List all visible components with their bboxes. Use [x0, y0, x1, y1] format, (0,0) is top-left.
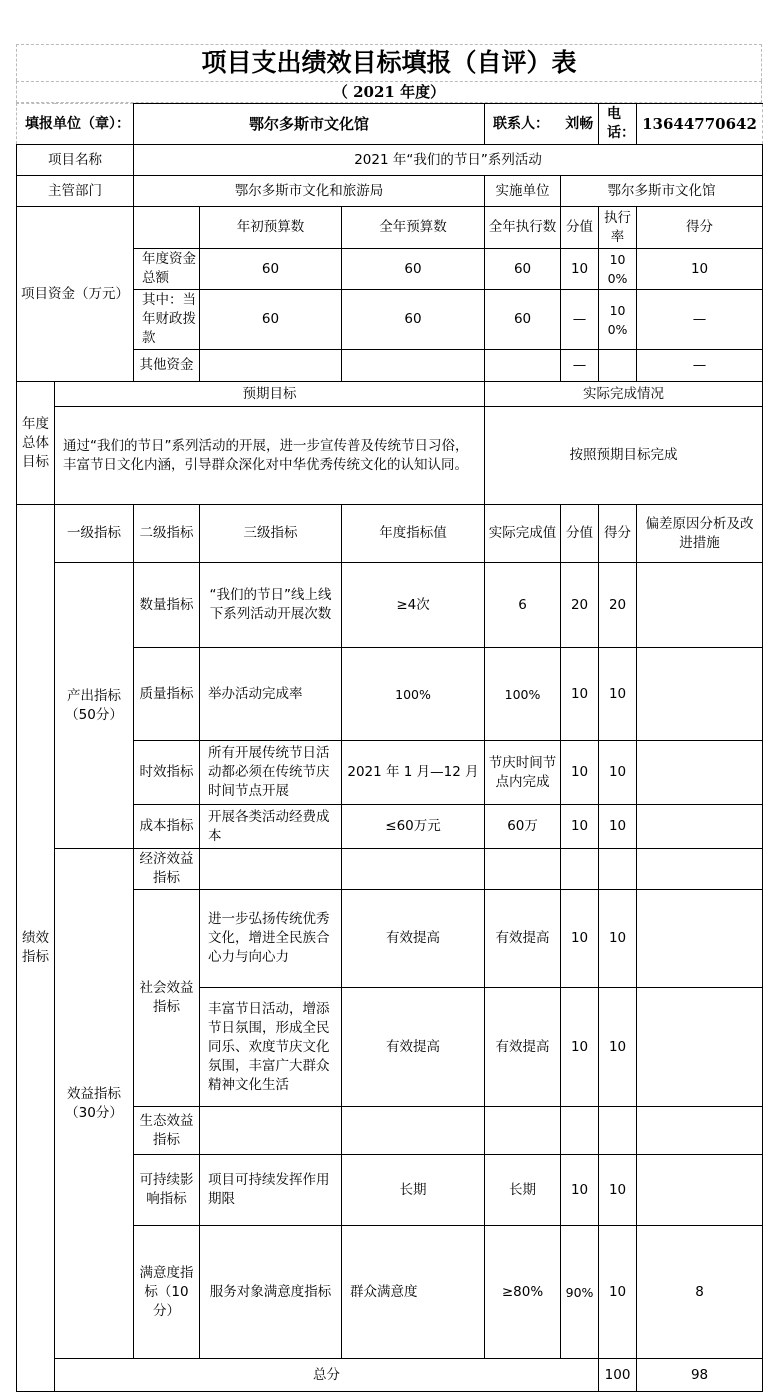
indicator-actual: 6 — [485, 563, 561, 648]
funds-header-score-value: 分值 — [561, 207, 599, 249]
indicator-header: 分值 — [561, 505, 599, 563]
indicator-actual: 100% — [485, 648, 561, 741]
project-name-value: 2021 年“我们的节日”系列活动 — [134, 145, 763, 176]
form-year: （ 2021 年度） — [16, 81, 762, 103]
indicator-header: 三级指标 — [200, 505, 342, 563]
funds-cell — [599, 350, 637, 382]
impl-label: 实施单位 — [485, 176, 561, 207]
funds-cell: — — [637, 350, 763, 382]
indicator-actual: 有效提高 — [485, 988, 561, 1107]
funds-row-name: 其中：当年财政拨款 — [134, 290, 200, 350]
indicator-row — [17, 849, 763, 890]
indicator-header: 一级指标 — [55, 505, 134, 563]
indicator-deviation — [637, 563, 763, 648]
indicator-l2: 服务对象满意度指标 — [200, 1226, 342, 1359]
indicator-l3: 项目可持续发挥作用期限 — [200, 1155, 342, 1226]
indicator-l3: “我们的节日”线上线下系列活动开展次数 — [200, 563, 342, 648]
indicator-l3: 群众满意度 — [342, 1226, 485, 1359]
indicators-side-label: 绩效指标 — [17, 505, 55, 1392]
indicator-l2: 生态效益指标 — [134, 1107, 200, 1155]
indicator-actual: 有效提高 — [485, 890, 561, 988]
indicator-header: 实际完成值 — [485, 505, 561, 563]
indicator-header: 得分 — [599, 505, 637, 563]
funds-row-name: 年度资金总额 — [134, 249, 200, 290]
indicator-target: ≥4次 — [342, 563, 485, 648]
indicator-actual: 节庆时间节点内完成 — [485, 741, 561, 805]
indicator-score — [599, 849, 637, 890]
indicator-score: 10 — [599, 890, 637, 988]
funds-cell: 100% — [599, 290, 637, 350]
contact-value: 刘畅 — [561, 104, 599, 145]
funds-row-name: 其他资金 — [134, 350, 200, 382]
indicator-l3 — [200, 1107, 342, 1155]
indicator-actual — [485, 1107, 561, 1155]
indicator-deviation — [637, 648, 763, 741]
funds-cell: 10 — [637, 249, 763, 290]
indicator-score: 10 — [599, 741, 637, 805]
dept-value: 鄂尔多斯市文化和旅游局 — [134, 176, 485, 207]
indicator-deviation — [637, 1107, 763, 1155]
funds-blank-cell — [134, 207, 200, 249]
indicator-target: ≤60万元 — [342, 805, 485, 849]
indicator-l3: 进一步弘扬传统优秀文化，增进全民族合心力与向心力 — [200, 890, 342, 988]
indicator-target: 100% — [342, 648, 485, 741]
project-name-row — [17, 145, 763, 176]
indicator-l3 — [200, 849, 342, 890]
funds-cell — [485, 350, 561, 382]
indicator-deviation — [637, 741, 763, 805]
indicator-l2: 可持续影响指标 — [134, 1155, 200, 1226]
funds-cell — [200, 350, 342, 382]
funds-cell — [342, 350, 485, 382]
unit-value: 鄂尔多斯市文化馆 — [134, 104, 485, 145]
funds-cell: — — [561, 290, 599, 350]
goals-actual-header: 实际完成情况 — [485, 382, 763, 407]
indicator-actual: 长期 — [485, 1155, 561, 1226]
indicator-score-value: 10 — [561, 890, 599, 988]
phone-label: 电话： — [599, 104, 637, 145]
indicator-row — [17, 563, 763, 648]
indicator-l2: 经济效益指标 — [134, 849, 200, 890]
funds-cell: — — [561, 350, 599, 382]
indicator-target: ≥80% — [485, 1226, 561, 1359]
indicator-target: 有效提高 — [342, 988, 485, 1107]
indicator-target — [342, 849, 485, 890]
funds-header-executed: 全年执行数 — [485, 207, 561, 249]
header-row — [17, 104, 763, 145]
funds-cell: 10 — [561, 249, 599, 290]
funds-header-initial: 年初预算数 — [200, 207, 342, 249]
indicator-l2: 数量指标 — [134, 563, 200, 648]
indicator-l3: 所有开展传统节日活动都必须在传统节庆时间节点开展 — [200, 741, 342, 805]
goals-content-row — [17, 407, 763, 505]
phone-value: 13644770642 — [637, 104, 763, 145]
total-score: 98 — [637, 1359, 763, 1392]
goals-actual-text: 按照预期目标完成 — [485, 407, 763, 505]
form — [16, 44, 762, 1392]
indicator-score-value: 10 — [561, 805, 599, 849]
funds-header-annual: 全年预算数 — [342, 207, 485, 249]
goals-expected-header: 预期目标 — [55, 382, 485, 407]
indicator-target: 有效提高 — [342, 890, 485, 988]
indicator-l2: 时效指标 — [134, 741, 200, 805]
indicator-score-value: 10 — [561, 1155, 599, 1226]
funds-label: 项目资金（万元） — [17, 207, 134, 382]
dept-row — [17, 176, 763, 207]
indicator-l2: 社会效益指标 — [134, 890, 200, 1107]
impl-value: 鄂尔多斯市文化馆 — [561, 176, 763, 207]
indicator-header: 偏差原因分析及改进措施 — [637, 505, 763, 563]
funds-cell: — — [637, 290, 763, 350]
funds-cell: 60 — [200, 249, 342, 290]
goals-expected-text: 通过“我们的节日”系列活动的开展，进一步宣传普及传统节日习俗，丰富节日文化内涵，引导群众深化对中华优秀传统文化的认知认同。 — [55, 407, 485, 505]
indicator-score — [599, 1107, 637, 1155]
dept-label: 主管部门 — [17, 176, 134, 207]
funds-cell: 100% — [599, 249, 637, 290]
form-title: 项目支出绩效目标填报（自评）表 — [16, 44, 762, 81]
indicator-l2: 质量指标 — [134, 648, 200, 741]
indicator-score: 10 — [599, 648, 637, 741]
funds-cell: 60 — [485, 290, 561, 350]
indicator-score-value: 10 — [599, 1226, 637, 1359]
indicator-score: 10 — [599, 1155, 637, 1226]
total-score-value: 100 — [599, 1359, 637, 1392]
output-indicator-label: 产出指标（50分） — [55, 563, 134, 849]
indicator-deviation — [637, 805, 763, 849]
indicator-target: 长期 — [342, 1155, 485, 1226]
indicator-deviation — [637, 988, 763, 1107]
project-name-label: 项目名称 — [17, 145, 134, 176]
indicator-score: 10 — [599, 988, 637, 1107]
funds-header-score: 得分 — [637, 207, 763, 249]
indicator-score-value — [561, 1107, 599, 1155]
indicator-header: 年度指标值 — [342, 505, 485, 563]
funds-cell: 60 — [342, 290, 485, 350]
indicator-deviation — [637, 849, 763, 890]
funds-cell: 60 — [200, 290, 342, 350]
indicator-target — [342, 1107, 485, 1155]
indicator-score-value: 20 — [561, 563, 599, 648]
indicator-score-value: 10 — [561, 648, 599, 741]
indicator-deviation — [637, 1155, 763, 1226]
indicator-score: 10 — [599, 805, 637, 849]
indicator-score: 20 — [599, 563, 637, 648]
indicator-l2: 成本指标 — [134, 805, 200, 849]
goals-label: 年度总体目标 — [17, 382, 55, 505]
funds-cell: 60 — [342, 249, 485, 290]
indicator-score-value: 10 — [561, 741, 599, 805]
indicator-header: 二级指标 — [134, 505, 200, 563]
main-table — [16, 103, 763, 1392]
indicator-l3: 开展各类活动经费成本 — [200, 805, 342, 849]
indicator-actual: 90% — [561, 1226, 599, 1359]
total-row — [17, 1359, 763, 1392]
total-label: 总分 — [55, 1359, 599, 1392]
indicator-header-row — [17, 505, 763, 563]
contact-label: 联系人： — [485, 104, 561, 145]
benefit-indicator-label: 效益指标（30分） — [55, 849, 134, 1359]
funds-header-rate: 执行率 — [599, 207, 637, 249]
indicator-l3: 丰富节日活动，增添节日氛围，形成全民同乐、欢度节庆文化氛围，丰富广大群众精神文化生活 — [200, 988, 342, 1107]
unit-label: 填报单位（章）： — [17, 104, 134, 145]
indicator-actual — [485, 849, 561, 890]
satisfaction-indicator-label: 满意度指标（10分） — [134, 1226, 200, 1359]
indicator-deviation — [637, 890, 763, 988]
indicator-l3: 举办活动完成率 — [200, 648, 342, 741]
funds-header-row — [17, 207, 763, 249]
indicator-score: 8 — [637, 1226, 763, 1359]
funds-cell: 60 — [485, 249, 561, 290]
indicator-score-value — [561, 849, 599, 890]
indicator-score-value: 10 — [561, 988, 599, 1107]
indicator-actual: 60万 — [485, 805, 561, 849]
goals-header-row — [17, 382, 763, 407]
indicator-target: 2021 年 1 月—12 月 — [342, 741, 485, 805]
